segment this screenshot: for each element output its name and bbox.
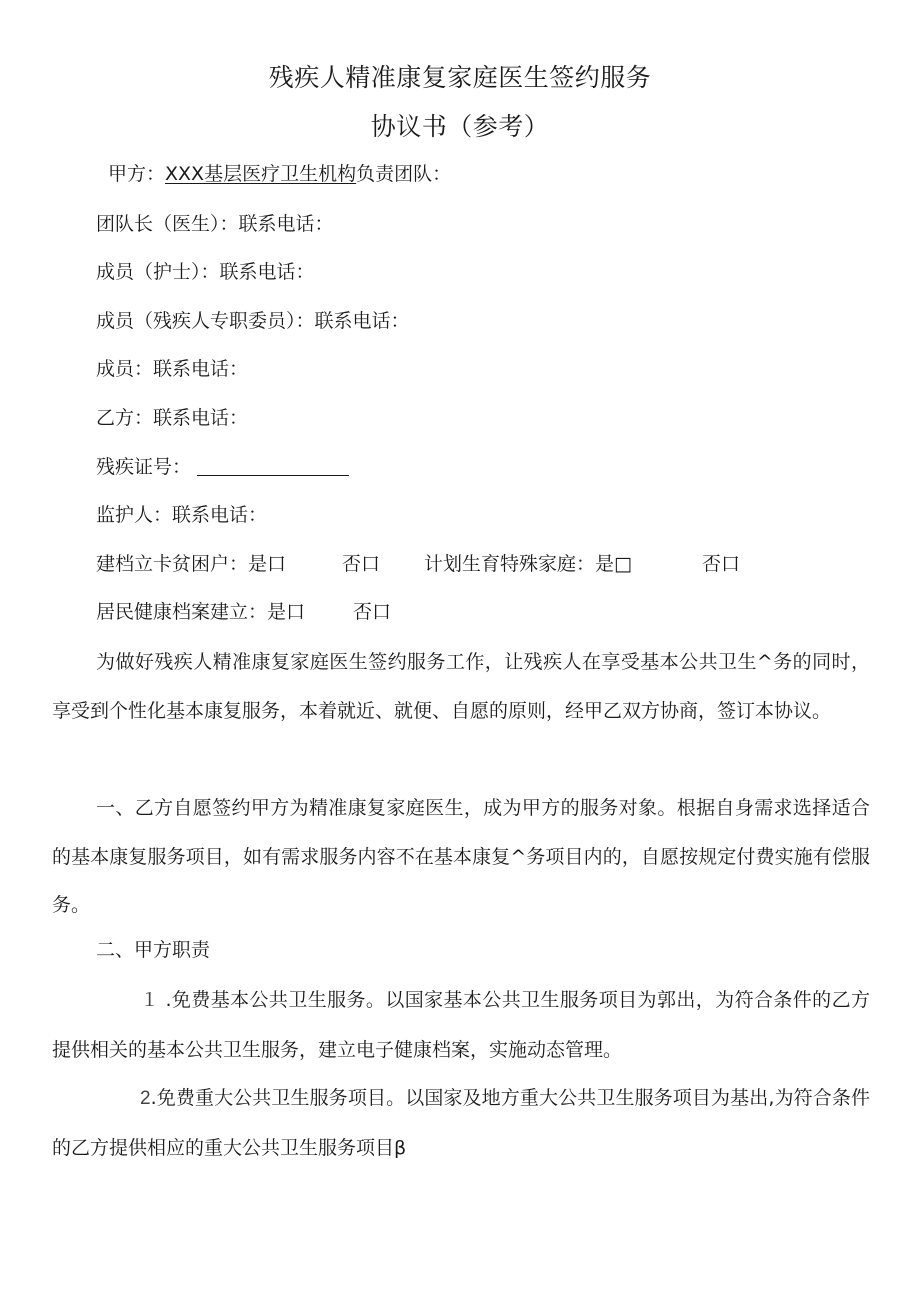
- party-a-org: XXX基层医疗卫生机构: [165, 163, 357, 185]
- item-1-text: .免费基本公共卫生服务。以国家基本公共卫生服务项目为郭出，为符合条件的乙方提供相关的基本公共卫生服务，建立电子健康档案，实施动态管理。: [52, 989, 870, 1061]
- document-subtitle: 协议书（参考）: [370, 112, 550, 141]
- party-a-prefix: 甲方：: [108, 163, 166, 185]
- poverty-family-row: [96, 552, 740, 576]
- item-2-text: .免费重大公共卫生服务项目。以国家及地方重大公共卫生服务项目为基出,为符合条件的乙方提供相应的重大公共卫生服务项目β: [52, 1087, 870, 1159]
- member-nurse-field: 成员（护士）：联系电话：: [96, 261, 315, 283]
- health-record-checkbox-no: 否口: [353, 601, 392, 623]
- poverty-checkbox-no: 否口: [342, 553, 381, 575]
- party-a-line: [108, 162, 451, 186]
- family-checkbox-no: 否口: [701, 553, 740, 575]
- team-leader-field: 团队长（医生）：联系电话：: [96, 213, 334, 235]
- item-2-paragraph: [52, 1074, 870, 1172]
- member-committee-field: 成员（残疾人专职委员）：联系电话：: [96, 310, 410, 332]
- disability-cert-label: 残疾证号：: [96, 456, 192, 478]
- document-title: 残疾人精准康复家庭医生签约服务: [268, 63, 652, 92]
- item-1-number: １: [140, 990, 160, 1011]
- intro-paragraph: 为做好残疾人精准康复家庭医生签约服务工作，让残疾人在享受基本公共卫生^务的同时，享受到个性化基本康复服务，本着就近、就便、自愿的原则，经甲乙双方协商，签订本协议。: [52, 651, 870, 722]
- disability-cert-field: [96, 455, 349, 479]
- guardian-field: 监护人：联系电话：: [96, 504, 268, 526]
- member-field: 成员：联系电话：: [96, 358, 249, 380]
- health-record-row: [96, 600, 391, 624]
- section-2-heading: 二、甲方职责: [96, 939, 211, 961]
- item-1-paragraph: [52, 976, 870, 1074]
- clause-1-paragraph: 一、乙方自愿签约甲方为精准康复家庭医生，成为甲方的服务对象。根据自身需求选择适合的基本康复服务项目，如有需求服务内容不在基本康复^务项目内的，自愿按规定付费实施有偿服务。: [52, 797, 870, 916]
- item-2-number: 2: [140, 1088, 151, 1109]
- poverty-checkbox-yes: 建档立卡贫困户：是口: [96, 553, 287, 575]
- disability-cert-blank: [197, 474, 349, 476]
- health-record-checkbox-yes: 居民健康档案建立：是口: [96, 601, 306, 623]
- party-a-suffix: 负责团队：: [356, 163, 452, 185]
- party-b-field: 乙方：联系电话：: [96, 407, 249, 429]
- family-checkbox-yes: 计划生育特殊家庭：是□: [424, 553, 632, 575]
